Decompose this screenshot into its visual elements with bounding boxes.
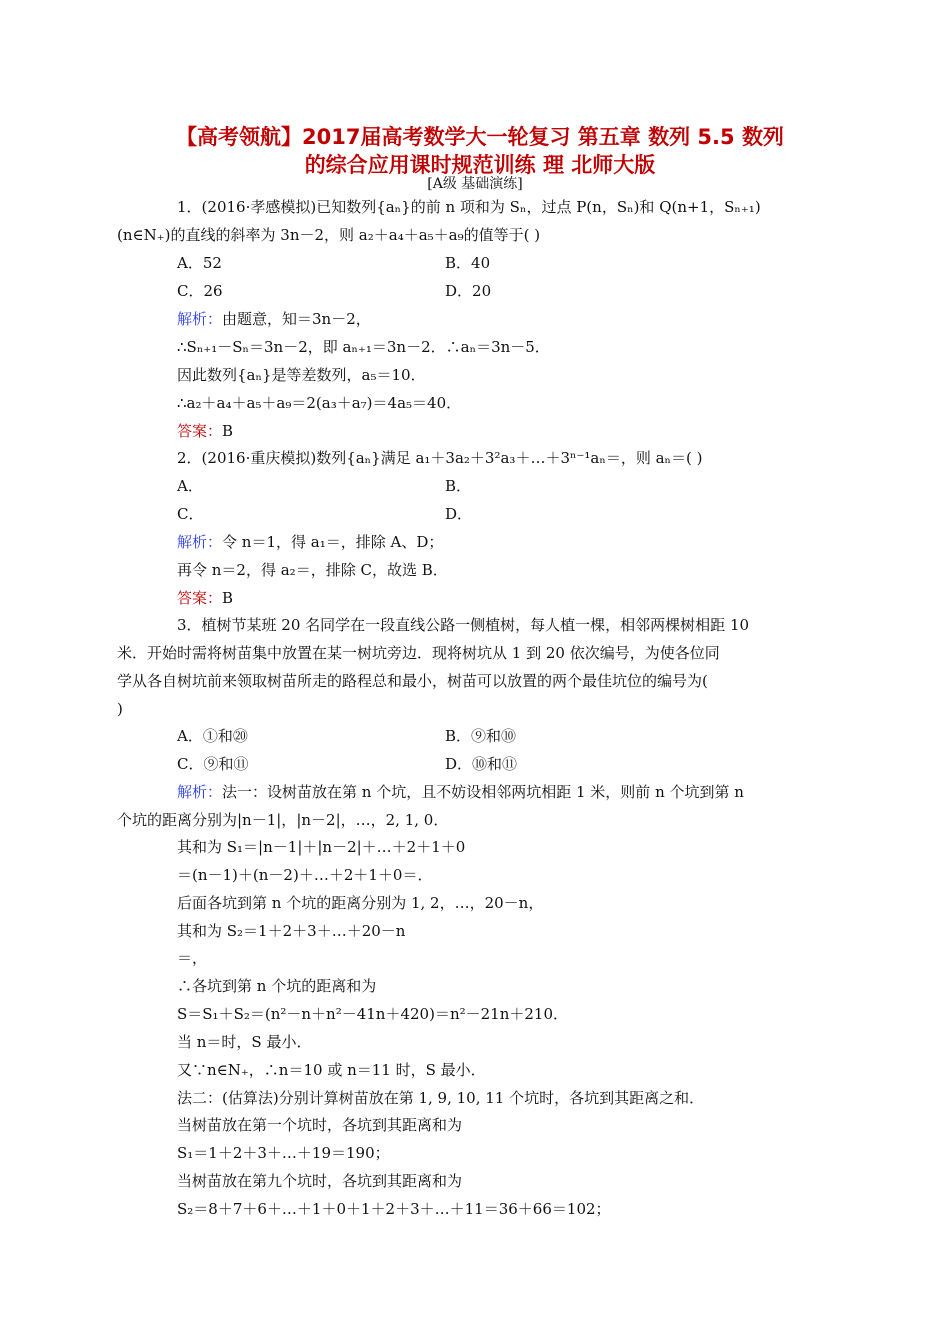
q3-solution-line-16: S₂＝8＋7＋6＋…＋1＋0＋1＋2＋3＋…＋11＝36＋66＝102；	[177, 1200, 611, 1218]
q1-solution-text-1: 由题意，知＝3n－2，	[222, 310, 371, 328]
q1-stem-line-2: (n∈N₊)的直线的斜率为 3n－2，则 a₂＋a₄＋a₅＋a₉的值等于( )	[117, 226, 541, 244]
q1-solution-line-3: 因此数列{aₙ}是等差数列，a₅＝10．	[177, 366, 426, 384]
q3-stem-line-2: 米．开始时需将树苗集中放置在某一树坑旁边．现将树坑从 1 到 20 依次编号，为使各位同	[117, 644, 720, 662]
q3-option-b: B．⑨和⑩	[445, 727, 517, 745]
q3-option-a: A．①和⑳	[177, 727, 248, 745]
q3-solution-line-10: 当 n＝时，S 最小．	[177, 1033, 312, 1051]
q3-solution-line-13: 当树苗放在第一个坑时，各坑到其距离和为	[177, 1116, 463, 1134]
q3-solution-line-4: ＝(n－1)＋(n－2)＋…＋2＋1＋0＝．	[177, 866, 433, 884]
q1-solution-line-1	[177, 308, 371, 330]
q1-option-c: C．26	[177, 282, 223, 300]
q3-solution-line-1	[177, 781, 744, 803]
level-label: [A级 基础演练]	[427, 176, 523, 192]
document-title-line-2: 的综合应用课时规范训练 理 北师大版	[304, 153, 656, 177]
q3-stem-line-4: )	[117, 700, 123, 718]
q3-option-d: D．⑩和⑪	[445, 755, 518, 773]
q1-solution-line-4: ∴a₂＋a₄＋a₅＋a₉＝2(a₃＋a₇)＝4a₅＝40．	[177, 394, 462, 412]
q3-option-c: C．⑨和⑪	[177, 755, 249, 773]
q3-solution-text-1: 法一：设树苗放在第 n 个坑，且不妨设相邻两坑相距 1 米，则前 n 个坑到第 n	[222, 783, 744, 801]
q1-jiexi-label: 解析：	[177, 310, 223, 328]
q3-solution-line-7: ＝，	[177, 949, 208, 967]
q3-solution-line-5: 后面各坑到第 n 个坑的距离分别为 1, 2，…，20－n，	[177, 894, 544, 912]
q2-solution-text-1: 令 n＝1，得 a₁＝，排除 A、D；	[222, 533, 444, 551]
q2-option-b: B．	[445, 477, 472, 495]
q1-option-a: A．52	[177, 254, 222, 272]
q3-solution-line-9: S＝S₁＋S₂＝(n²－n＋n²－41n＋420)＝n²－21n＋210．	[177, 1005, 568, 1023]
q3-solution-line-15: 当树苗放在第九个坑时，各坑到其距离和为	[177, 1172, 463, 1190]
q2-answer-label: 答案：	[177, 589, 223, 607]
q3-solution-line-3: 其和为 S₁＝|n－1|＋|n－2|＋…＋2＋1＋0	[177, 838, 466, 856]
q1-option-d: D．20	[445, 282, 492, 300]
q1-solution-line-2: ∴Sₙ₊₁－Sₙ＝3n－2，即 aₙ₊₁＝3n－2．∴aₙ＝3n－5．	[177, 338, 550, 356]
q2-answer-value: B	[222, 589, 234, 607]
q3-solution-line-11: 又∵n∈N₊，∴n＝10 或 n＝11 时，S 最小．	[177, 1061, 486, 1079]
q1-answer-value: B	[222, 422, 234, 440]
q3-solution-line-14: S₁＝1＋2＋3＋…＋19＝190；	[177, 1144, 390, 1162]
q1-option-b: B．40	[445, 254, 491, 272]
q2-solution-line-1	[177, 531, 443, 553]
q3-solution-line-8: ∴各坑到第 n 个坑的距离和为	[177, 977, 377, 995]
q2-stem: 2．(2016·重庆模拟)数列{aₙ}满足 a₁＋3a₂＋3²a₃＋…＋3ⁿ⁻¹aₙ＝，则 aₙ＝( )	[177, 449, 703, 467]
document-title-line-1: 【高考领航】2017届高考数学大一轮复习 第五章 数列 5.5 数列	[176, 125, 784, 149]
q2-solution-line-2: 再令 n＝2，得 a₂＝，排除 C，故选 B．	[177, 561, 448, 579]
q3-solution-line-12: 法二：(估算法)分别计算树苗放在第 1, 9, 10, 11 个坑时，各坑到其距离之和．	[177, 1089, 705, 1107]
q3-solution-line-2: 个坑的距离分别为|n－1|，|n－2|，…，2, 1, 0．	[117, 811, 449, 829]
q3-stem-line-1: 3．植树节某班 20 名同学在一段直线公路一侧植树，每人植一棵，相邻两棵树相距 10	[177, 616, 750, 634]
q2-jiexi-label: 解析：	[177, 533, 223, 551]
q3-solution-line-6: 其和为 S₂＝1＋2＋3＋…＋20－n	[177, 922, 406, 940]
q3-jiexi-label: 解析：	[177, 783, 223, 801]
q2-option-a: A．	[177, 477, 203, 495]
q3-stem-line-3: 学从各自树坑前来领取树苗所走的路程总和最小，树苗可以放置的两个最佳坑位的编号为(	[117, 672, 708, 690]
q1-answer-line	[177, 420, 233, 442]
q2-option-d: D．	[445, 505, 473, 523]
q2-answer-line	[177, 587, 233, 609]
q1-stem-line-1: 1．(2016·孝感模拟)已知数列{aₙ}的前 n 项和为 Sₙ，过点 P(n，Sₙ)和 Q(n+1，Sₙ₊₁)	[177, 198, 761, 216]
q1-answer-label: 答案：	[177, 422, 223, 440]
q2-option-c: C．	[177, 505, 204, 523]
